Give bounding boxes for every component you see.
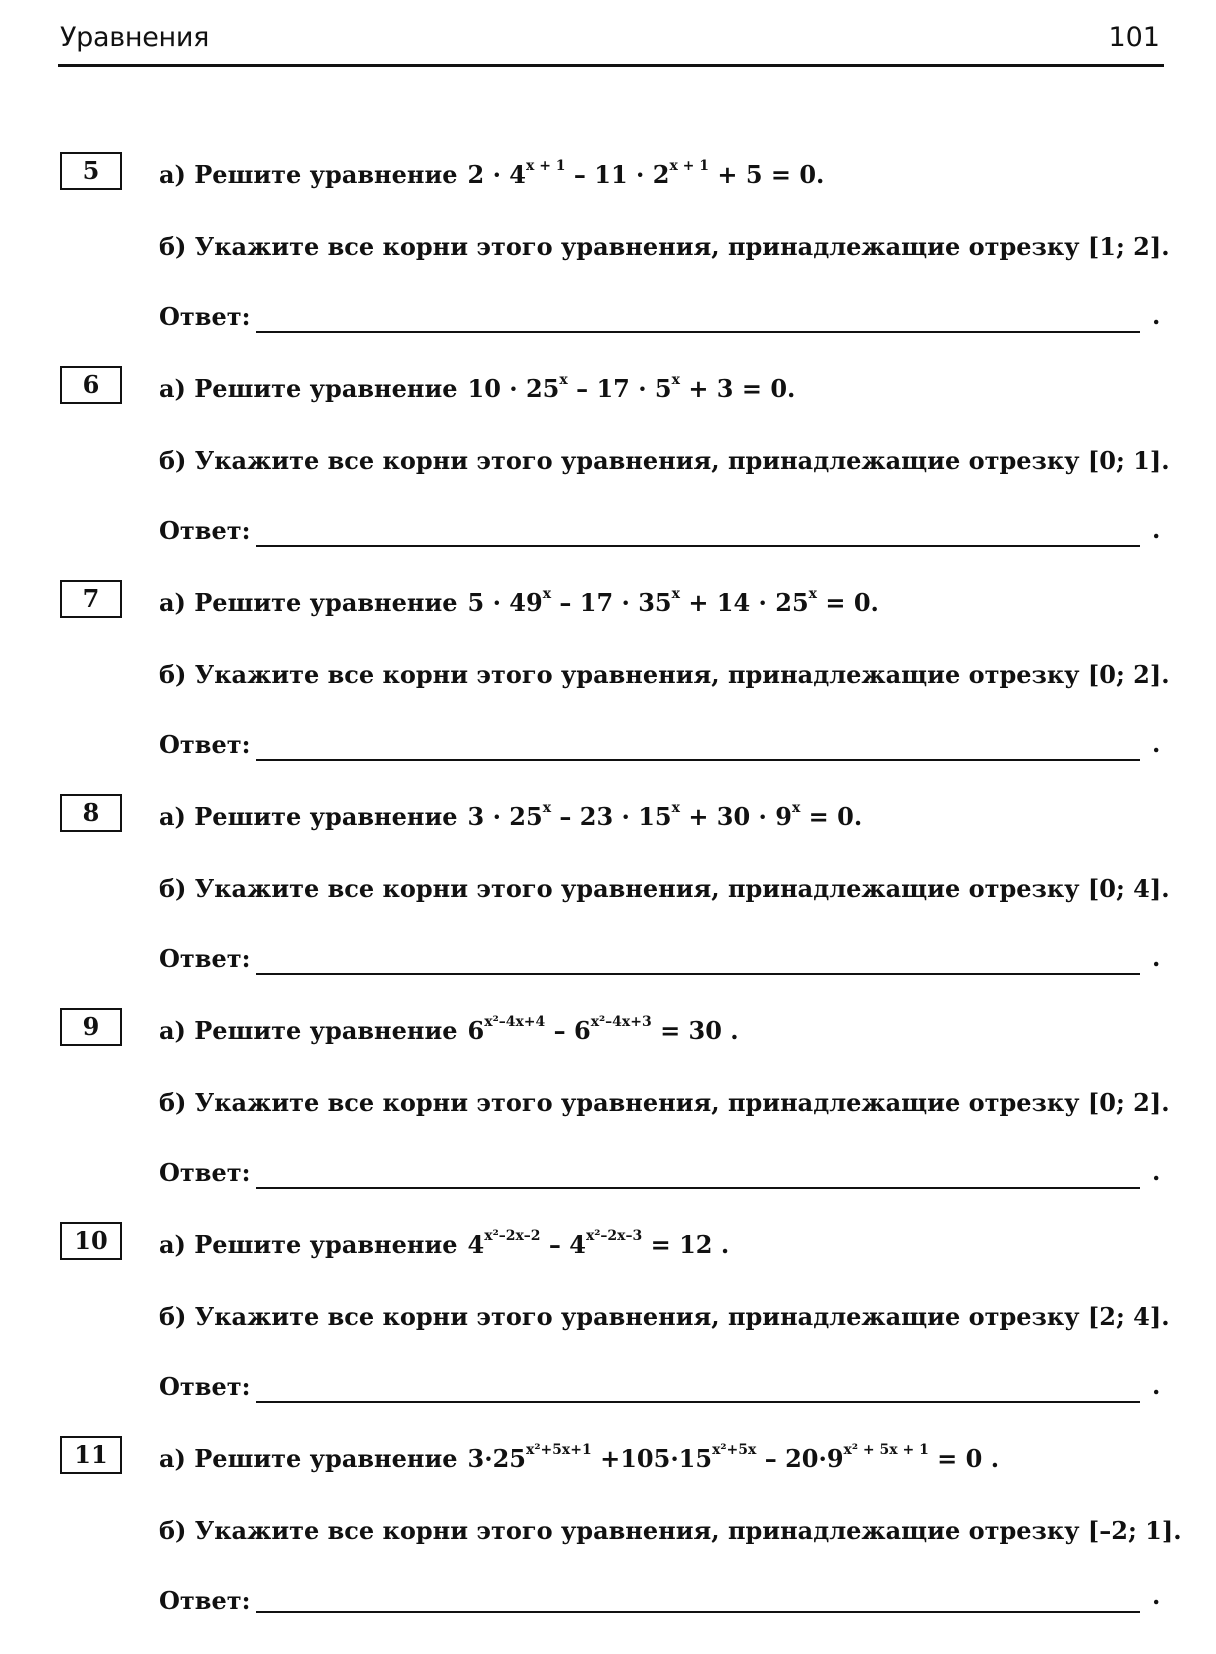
equation: $2 \cdot 4^{x + 1} - 11 \cdot 2^{x + 1} + 5 = 0$. bbox=[467, 158, 825, 189]
segment: [0; 4]. bbox=[1087, 874, 1170, 903]
answer-field[interactable] bbox=[256, 1611, 1140, 1613]
answer-field[interactable] bbox=[256, 1187, 1140, 1189]
task-number-box: 8 bbox=[60, 794, 122, 832]
task-part-b: б) Укажите все корни этого уравнения, принадлежащие отрезку [0; 4]. bbox=[159, 874, 1170, 903]
task-part-a: а) Решите уравнение $5 \cdot 49^x - 17 \cdot 35^x + 14 \cdot 25^x = 0$. bbox=[159, 586, 879, 617]
page-number: 101 bbox=[1108, 22, 1160, 53]
task-number-box: 5 bbox=[60, 152, 122, 190]
task-part-a: а) Решите уравнение $3 \cdot 25^x - 23 \cdot 15^x + 30 \cdot 9^x = 0$. bbox=[159, 800, 863, 831]
segment: [1; 2]. bbox=[1087, 232, 1170, 261]
task-number-box: 11 bbox=[60, 1436, 122, 1474]
task-part-a: а) Решите уравнение $10 \cdot 25^x - 17 \cdot 5^x + 3 = 0$. bbox=[159, 372, 796, 403]
task-6 bbox=[0, 369, 1216, 583]
task-part-b: б) Укажите все корни этого уравнения, принадлежащие отрезку [0; 1]. bbox=[159, 446, 1170, 475]
task-part-b: б) Укажите все корни этого уравнения, принадлежащие отрезку [0; 2]. bbox=[159, 1088, 1170, 1117]
answer-label: Ответ: bbox=[159, 302, 251, 331]
equation: $10 \cdot 25^x - 17 \cdot 5^x + 3 = 0$. bbox=[467, 372, 796, 403]
answer-label: Ответ: bbox=[159, 730, 251, 759]
task-10 bbox=[0, 1225, 1216, 1439]
segment: [–2; 1]. bbox=[1087, 1516, 1182, 1545]
answer-dot: . bbox=[1152, 515, 1161, 544]
segment: [0; 2]. bbox=[1087, 1088, 1170, 1117]
answer-label: Ответ: bbox=[159, 1372, 251, 1401]
task-part-a: а) Решите уравнение $6^{x^2-4x+4} - 6^{x^2-4x+3} = 30$ . bbox=[159, 1014, 739, 1045]
answer-dot: . bbox=[1152, 1157, 1161, 1186]
task-part-b: б) Укажите все корни этого уравнения, принадлежащие отрезку [0; 2]. bbox=[159, 660, 1170, 689]
answer-label: Ответ: bbox=[159, 1158, 251, 1187]
task-number-box: 6 bbox=[60, 366, 122, 404]
task-11 bbox=[0, 1439, 1216, 1653]
page-header bbox=[58, 18, 1164, 67]
segment: [0; 1]. bbox=[1087, 446, 1170, 475]
task-number-box: 10 bbox=[60, 1222, 122, 1260]
answer-dot: . bbox=[1152, 301, 1161, 330]
equation: $5 \cdot 49^x - 17 \cdot 35^x + 14 \cdot 25^x = 0$. bbox=[467, 586, 879, 617]
equation: $6^{x^2-4x+4} - 6^{x^2-4x+3} = 30$ . bbox=[467, 1014, 739, 1045]
task-part-a: а) Решите уравнение $3\cdot 25^{x^2+5x+1} +105\cdot 15^{x^2+5x} - 20\cdot 9^{x^2 + 5x + 1} = 0$ . bbox=[159, 1442, 1000, 1473]
answer-field[interactable] bbox=[256, 545, 1140, 547]
task-number-box: 7 bbox=[60, 580, 122, 618]
answer-dot: . bbox=[1152, 729, 1161, 758]
answer-label: Ответ: bbox=[159, 516, 251, 545]
segment: [0; 2]. bbox=[1087, 660, 1170, 689]
task-part-b: б) Укажите все корни этого уравнения, принадлежащие отрезку [1; 2]. bbox=[159, 232, 1170, 261]
answer-dot: . bbox=[1152, 1581, 1161, 1610]
answer-dot: . bbox=[1152, 1371, 1161, 1400]
task-part-b: б) Укажите все корни этого уравнения, принадлежащие отрезку [2; 4]. bbox=[159, 1302, 1170, 1331]
section-title: Уравнения bbox=[60, 22, 210, 53]
task-9 bbox=[0, 1011, 1216, 1225]
task-part-a: а) Решите уравнение $4^{x^2-2x-2} - 4^{x^2-2x-3} = 12$ . bbox=[159, 1228, 730, 1259]
equation: $3\cdot 25^{x^2+5x+1} +105\cdot 15^{x^2+5x} - 20\cdot 9^{x^2 + 5x + 1} = 0$ . bbox=[467, 1442, 1000, 1473]
task-number-box: 9 bbox=[60, 1008, 122, 1046]
answer-label: Ответ: bbox=[159, 944, 251, 973]
task-7 bbox=[0, 583, 1216, 797]
answer-field[interactable] bbox=[256, 1401, 1140, 1403]
task-part-a: а) Решите уравнение $2 \cdot 4^{x + 1} - 11 \cdot 2^{x + 1} + 5 = 0$. bbox=[159, 158, 825, 189]
equation: $3 \cdot 25^x - 23 \cdot 15^x + 30 \cdot 9^x = 0$. bbox=[467, 800, 863, 831]
answer-field[interactable] bbox=[256, 331, 1140, 333]
answer-field[interactable] bbox=[256, 759, 1140, 761]
segment: [2; 4]. bbox=[1087, 1302, 1170, 1331]
task-5 bbox=[0, 155, 1216, 369]
answer-field[interactable] bbox=[256, 973, 1140, 975]
answer-label: Ответ: bbox=[159, 1586, 251, 1615]
equation: $4^{x^2-2x-2} - 4^{x^2-2x-3} = 12$ . bbox=[467, 1228, 730, 1259]
task-8 bbox=[0, 797, 1216, 1011]
task-part-b: б) Укажите все корни этого уравнения, принадлежащие отрезку [–2; 1]. bbox=[159, 1516, 1182, 1545]
answer-dot: . bbox=[1152, 943, 1161, 972]
